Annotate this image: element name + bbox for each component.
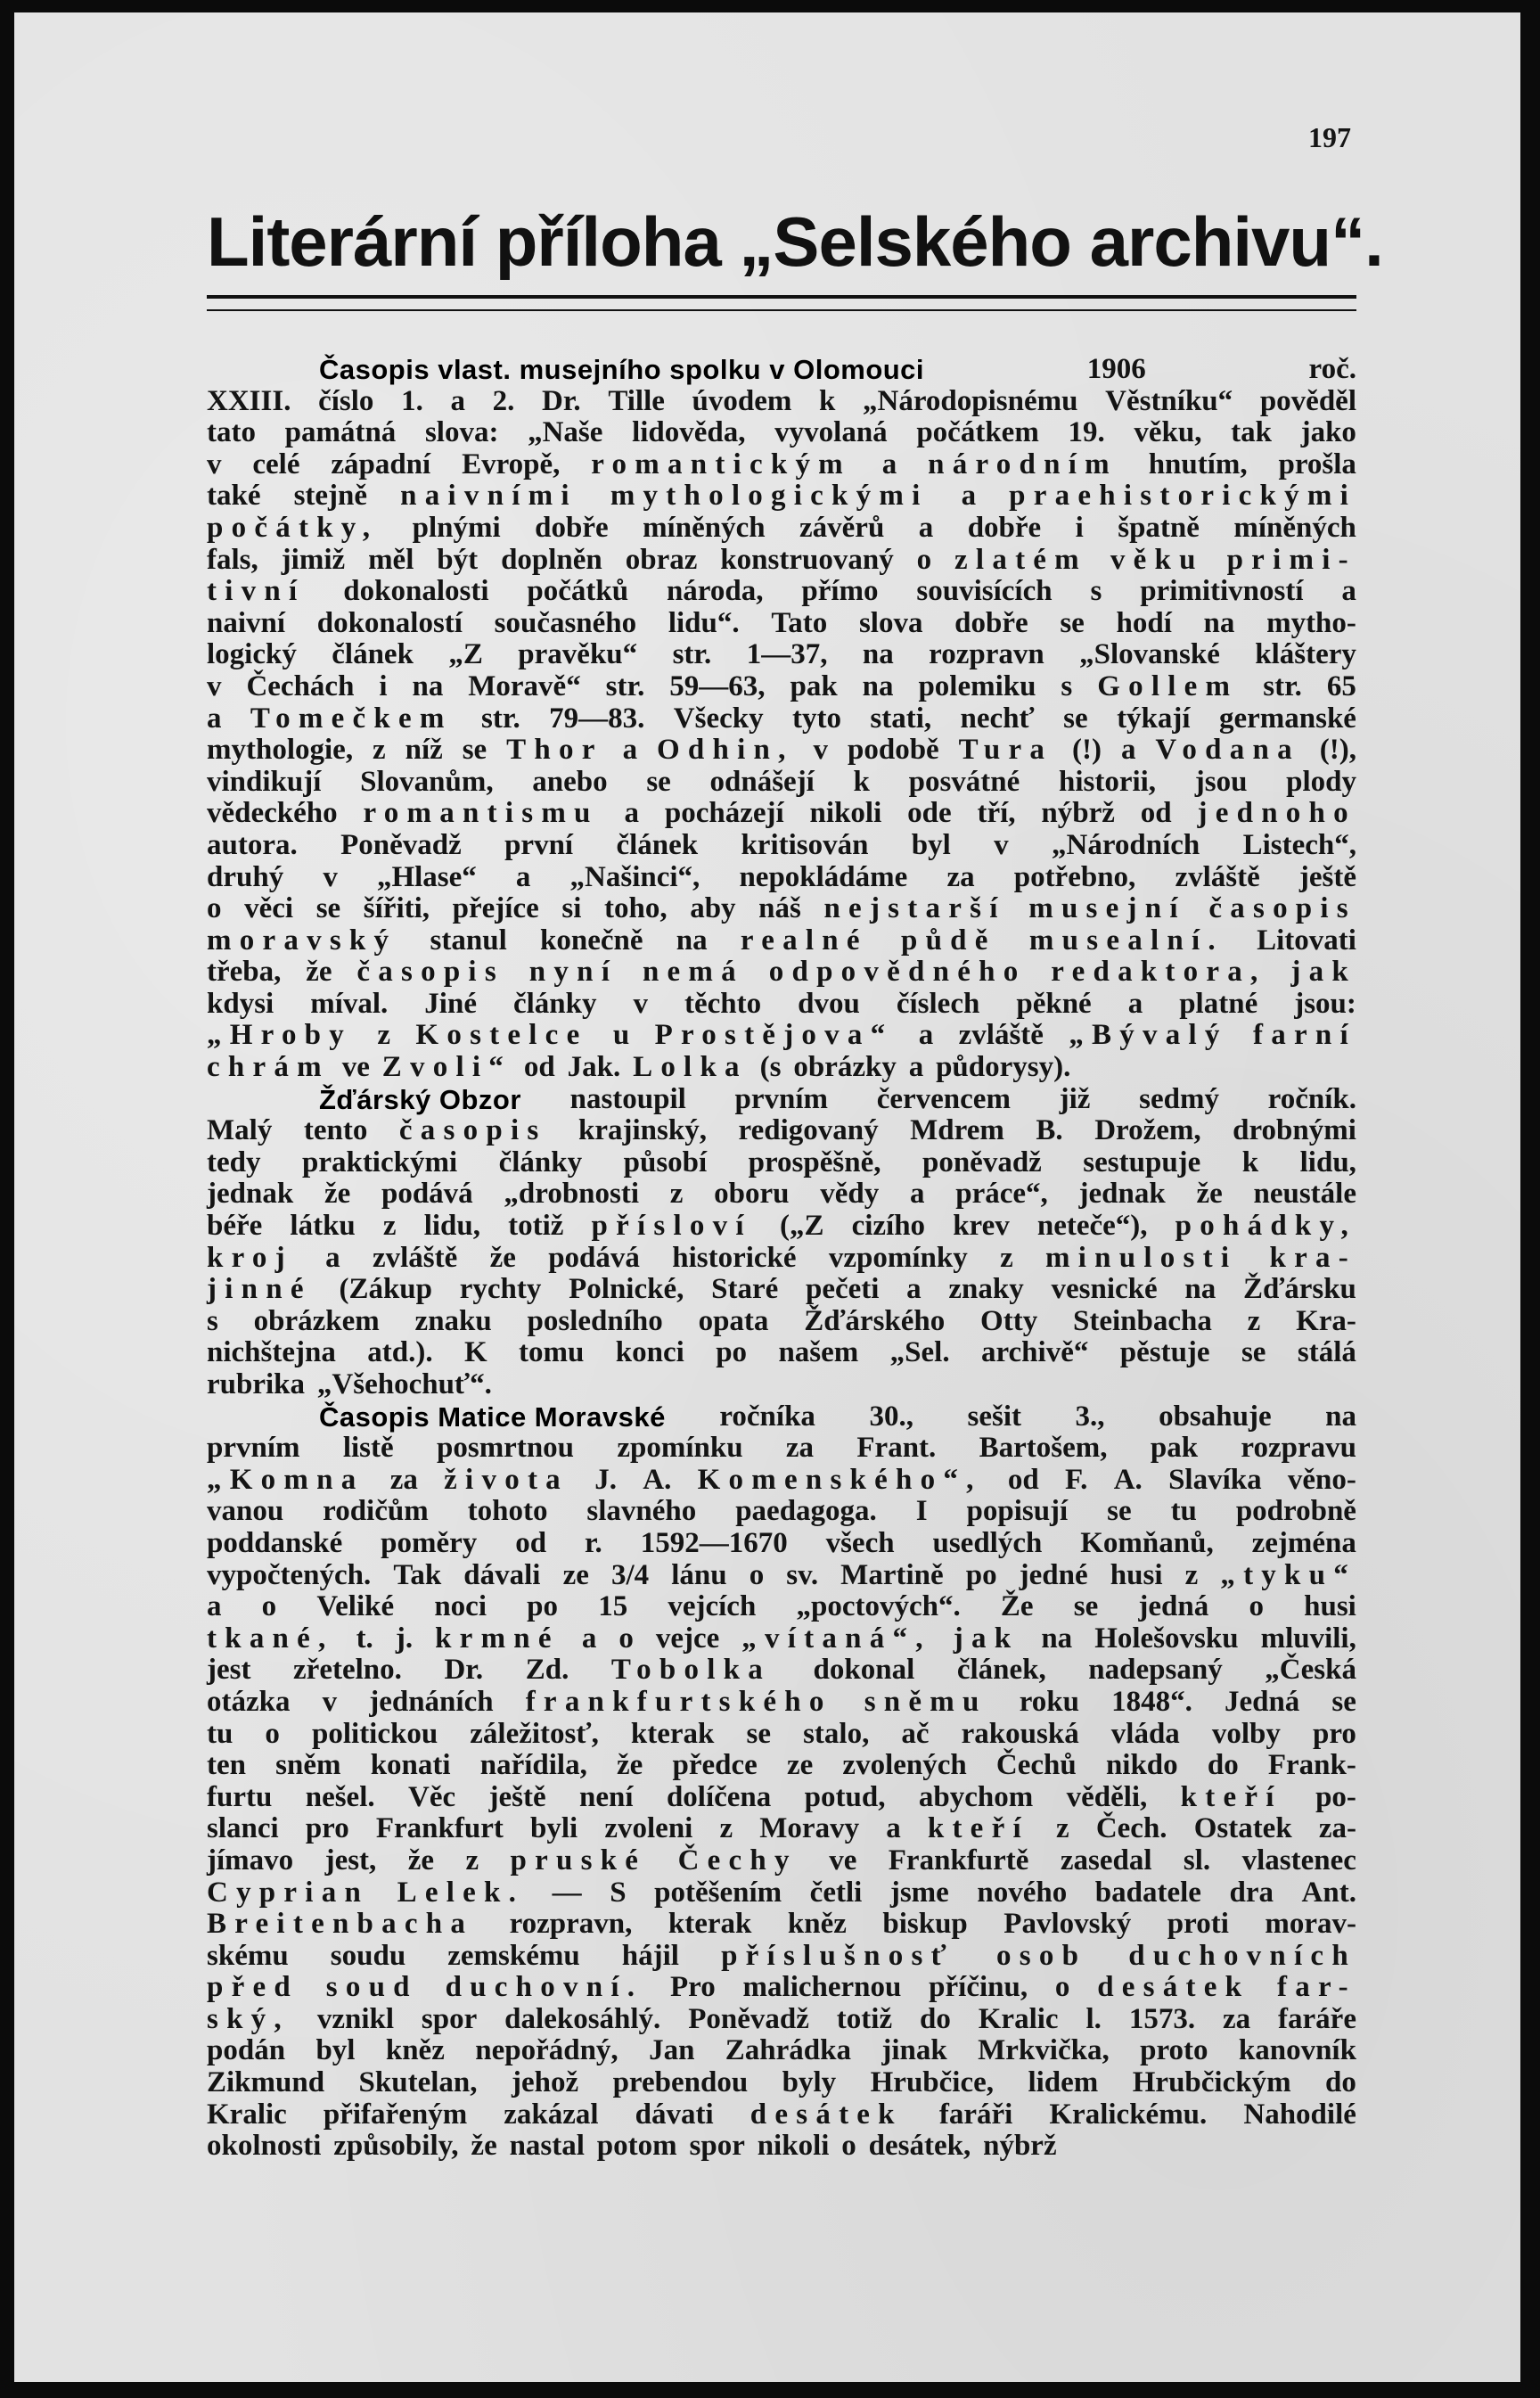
text-line: béře látku z lidu, totiž přísloví („Z cizího krev neteče“), pohádky,	[207, 1210, 1356, 1243]
text-line: vypočtených. Tak dávali ze 3/4 lánu o sv. Martině po jedné husi z „tyku“	[207, 1558, 1356, 1591]
text-line: také stejně naivními mythologickými a praehistorickými	[207, 480, 1356, 513]
text-line: slanci pro Frankfurt byli zvoleni z Moravy a kteří z Čech. Ostatek za-	[207, 1812, 1356, 1845]
text-line: jednak že podává „drobnosti z oboru vědy a práce“, jednak že neustále	[207, 1178, 1356, 1211]
text-line: tu o politickou záležitosť, kterak se stalo, ač rakouská vláda volby pro	[207, 1717, 1356, 1750]
text-line: „Hroby z Kostelce u Prostějova“ a zvláště „Bývalý farní	[207, 1019, 1356, 1052]
text-line: tkané, t. j. krmné a o vejce „vítaná“, jak na Holešovsku mluvili,	[207, 1622, 1356, 1655]
text-line: furtu nešel. Věc ještě není dolíčena potud, abychom věděli, kteří po-	[207, 1780, 1356, 1813]
page	[14, 12, 1520, 2382]
text-line: před soud duchovní. Pro malichernou příčinu, o desátek far-	[207, 1971, 1356, 2004]
text-line: otázka v jednáních frankfurtského sněmu roku 1848“. Jedná se	[207, 1685, 1356, 1718]
text-line: tedy praktickými články působí prospěšně, poněvadž sestupuje k lidu,	[207, 1146, 1356, 1178]
text-line: XXIII. číslo 1. a 2. Dr. Tille úvodem k „Národopisnému Věstníku“ pověděl	[207, 384, 1356, 417]
paragraph-first-line: Žďárský Obzor nastoupil prvním červencem již sedmý ročník.	[319, 1082, 1356, 1115]
text-line: autora. Poněvadž první článek kritisován byl v „Národních Listech“,	[207, 828, 1356, 861]
text-line: tato památná slova: „Naše lidověda, vyvolaná počátkem 19. věku, tak jako	[207, 416, 1356, 449]
text-line: vindikují Slovanům, anebo se odnášejí k posvátné historii, jsou plody	[207, 765, 1356, 798]
text-line: jest zřetelno. Dr. Zd. Tobolka dokonal článek, nadepsaný „Česká	[207, 1654, 1356, 1687]
text-line: Malý tento časopis krajinský, redigovaný Mdrem B. Drožem, drobnými	[207, 1114, 1356, 1147]
paragraph-first-line: Časopis Matice Moravské ročníka 30., sešit 3., obsahuje na	[319, 1400, 1356, 1433]
text-line: logický článek „Z pravěku“ str. 1—37, na rozpravn „Slovanské kláštery	[207, 638, 1356, 671]
text-line: Kralic přifařeným zakázal dávati desátek faráři Kralickému. Nahodilé	[207, 2098, 1356, 2131]
text-line: ten sněm konati nařídila, že předce ze zvolených Čechů nikdo do Frank-	[207, 1749, 1356, 1782]
text-line: jinné (Zákup rychty Polnické, Staré pečeti a znaky vesnické na Žďársku	[207, 1273, 1356, 1306]
text-line: chrám ve Zvoli“ od Jak. Lolka (s obrázky a půdorysy).	[207, 1051, 1071, 1084]
title-rule-thin	[207, 309, 1356, 311]
text-line: vědeckého romantismu a pocházejí nikoli ode tří, nýbrž od jednoho	[207, 797, 1356, 830]
text-line: mythologie, z níž se Thor a Odhin, v podobě Tura (!) a Vodana (!),	[207, 734, 1356, 767]
text-line: v Čechách i na Moravě“ str. 59—63, pak na polemiku s Gollem str. 65	[207, 669, 1356, 702]
text-line: třeba, že časopis nyní nemá odpovědného redaktora, jak	[207, 956, 1356, 989]
text-line: skému soudu zemskému hájil příslušnosť osob duchovních	[207, 1939, 1356, 1972]
text-line: kdysi míval. Jiné články v těchto dvou číslech pěkné a platné jsou:	[207, 987, 1356, 1020]
text-line: Breitenbacha rozpravn, kterak kněz biskup Pavlovský proti morav-	[207, 1908, 1356, 1941]
page-number: 197	[1308, 121, 1351, 153]
text-line: „Komna za života J. A. Komenského“, od F. A. Slavíka věno-	[207, 1463, 1356, 1496]
text-line: okolnosti způsobily, že nastal potom spor nikoli o desátek, nýbrž	[207, 2130, 1057, 2163]
text-line: tivní dokonalosti počátků národa, přímo souvisících s primitivností a	[207, 575, 1356, 608]
text-line: v celé západní Evropě, romantickým a národním hnutím, prošla	[207, 448, 1356, 480]
text-line: rubrika „Všehochuť“.	[207, 1368, 492, 1400]
journal-heading: Časopis Matice Moravské	[319, 1400, 666, 1433]
text-line: naivní dokonalostí současného lidu“. Tato slova dobře se hodí na mytho-	[207, 606, 1356, 639]
paragraph-first-line: Časopis vlast. musejního spolku v Olomouci 1906 roč.	[319, 353, 1356, 385]
text-line: Zikmund Skutelan, jehož prebendou byly Hrubčice, lidem Hrubčickým do	[207, 2066, 1356, 2099]
text-line: Cyprian Lelek. — S potěšením četli jsme nového badatele dra Ant.	[207, 1876, 1356, 1909]
text-line: vanou rodičům tohoto slavného paedagoga. I popisují se tu podrobně	[207, 1495, 1356, 1528]
text-line: a Tomečkem str. 79—83. Všecky tyto stati, nechť se týkají germanské	[207, 702, 1356, 735]
journal-heading: Žďárský Obzor	[319, 1083, 521, 1115]
text-line: počátky, plnými dobře míněných závěrů a dobře i špatně míněných	[207, 511, 1356, 544]
page-title: Literární příloha „Selského archivu“.	[207, 202, 1383, 281]
text-line: kroj a zvláště že podává historické vzpomínky z minulosti kra-	[207, 1241, 1356, 1274]
text-line: fals, jimiž měl být doplněn obraz konstruovaný o zlatém věku primi-	[207, 543, 1356, 576]
text-line: nichštejna atd.). K tomu konci po našem „Sel. archivě“ pěstuje se stálá	[207, 1336, 1356, 1369]
text-line: o věci se šířiti, přejíce si toho, aby náš nejstarší musejní časopis	[207, 892, 1356, 925]
text-line: ský, vznikl spor dalekosáhlý. Poněvadž totiž do Kralic l. 1573. za faráře	[207, 2002, 1356, 2035]
text-line: a o Veliké noci po 15 vejcích „poctových“. Že se jedná o husi	[207, 1590, 1356, 1623]
text-line: poddanské poměry od r. 1592—1670 všech usedlých Komňanů, zejména	[207, 1526, 1356, 1559]
journal-heading: Časopis vlast. musejního spolku v Olomouci	[319, 354, 925, 385]
text-line: prvním listě posmrtnou zpomínku za Frant. Bartošem, pak rozpravu	[207, 1432, 1356, 1465]
text-line: podán byl kněz nepořádný, Jan Zahrádka jinak Mrkvička, proto kanovník	[207, 2034, 1356, 2067]
text-line: jímavo jest, že z pruské Čechy ve Frankfurtě zasedal sl. vlastenec	[207, 1844, 1356, 1877]
text-line: s obrázkem znaku posledního opata Žďárského Otty Steinbacha z Kra-	[207, 1304, 1356, 1337]
text-line: moravský stanul konečně na realné půdě musealní. Litovati	[207, 924, 1356, 957]
text-line: druhý v „Hlase“ a „Našinci“, nepokládáme za potřebno, zvláště ještě	[207, 860, 1356, 893]
title-rule-thick	[207, 295, 1356, 299]
article-body	[207, 354, 1356, 2163]
